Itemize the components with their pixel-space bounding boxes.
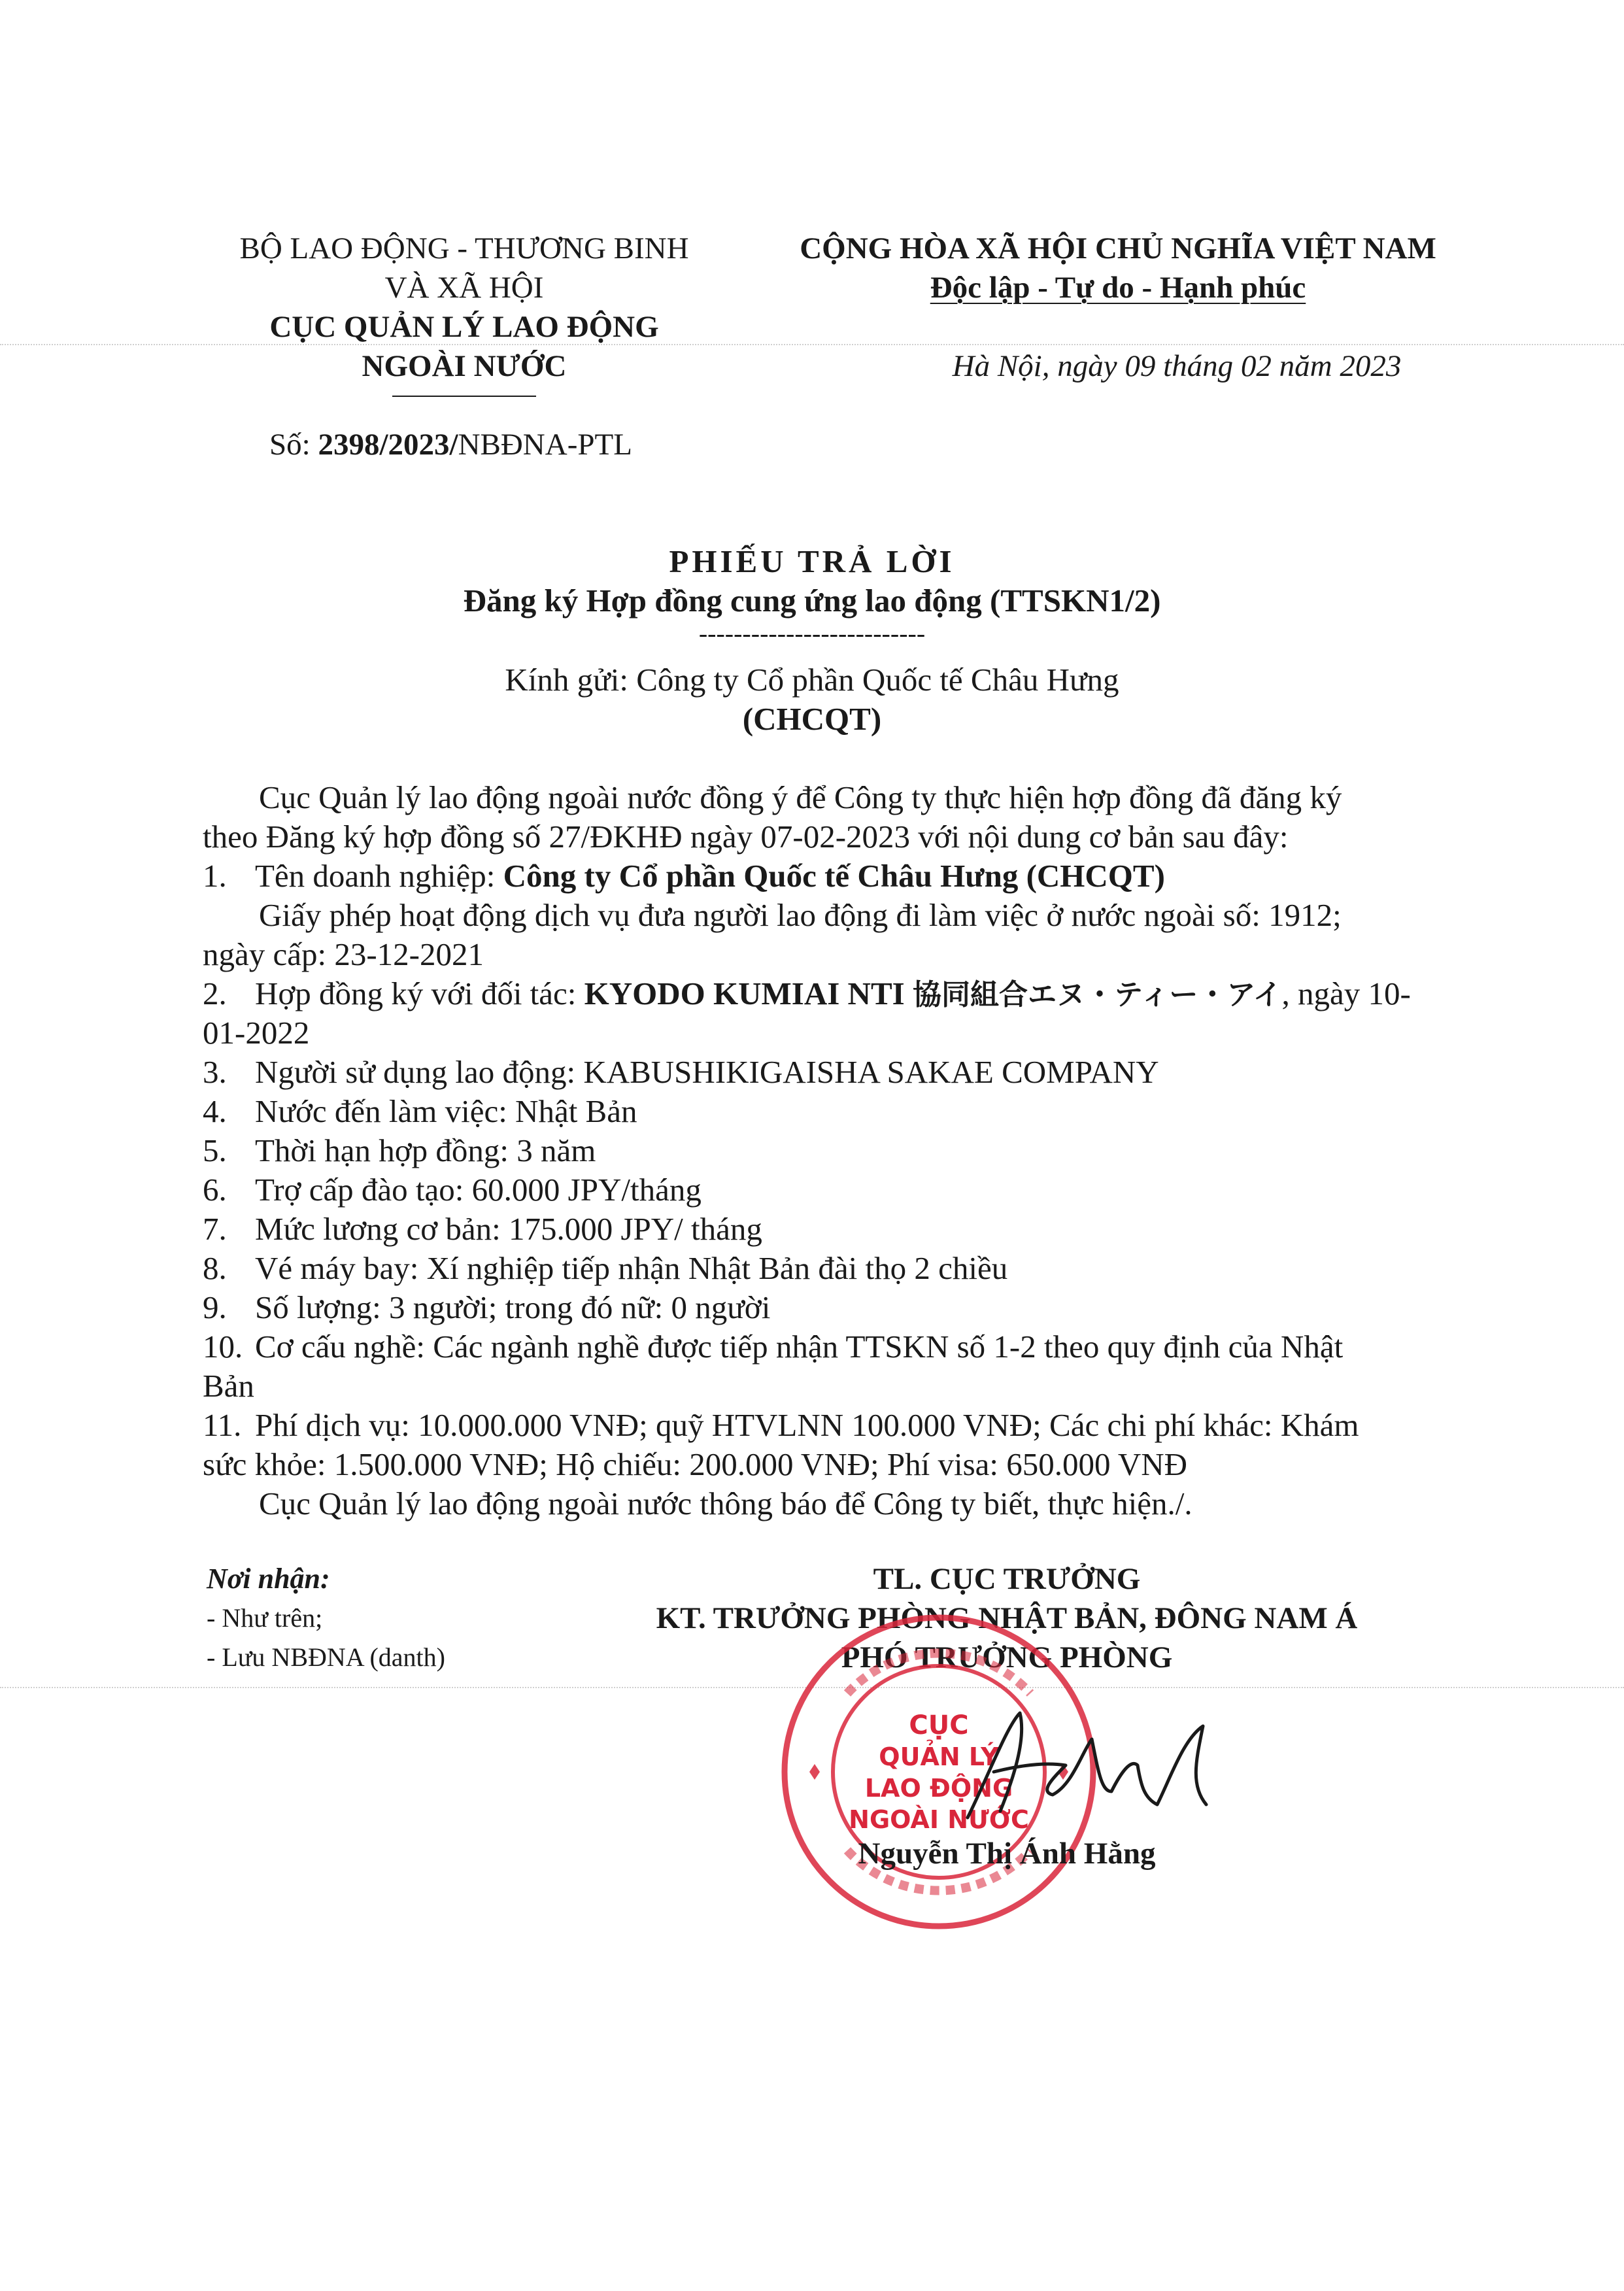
country-name: CỘNG HÒA XÃ HỘI CHỦ NGHĨA VIỆT NAM [800, 231, 1436, 265]
document-number: Số: 2398/2023/NBĐNA-PTL [269, 428, 632, 462]
handwritten-signature-icon [941, 1700, 1216, 1831]
header-left-rule [392, 396, 536, 397]
list-item-10-continued: Bản [203, 1368, 254, 1404]
list-item-3: 3. Người sử dụng lao động: KABUSHIKIGAISHA SAKAE COMPANY [203, 1054, 1159, 1090]
recipients-line1: - Như trên; [207, 1603, 323, 1633]
intro-paragraph-line2: theo Đăng ký hợp đồng số 27/ĐKHĐ ngày 07-02-2023 với nội dung cơ bản sau đây: [203, 819, 1289, 855]
svg-text:QUẢN LÝ: QUẢN LÝ [879, 1742, 999, 1771]
recipient-line: Kính gửi: Công ty Cổ phần Quốc tế Châu Hưng [505, 662, 1119, 698]
ministry-name-line1: BỘ LAO ĐỘNG - THƯƠNG BINH [239, 231, 689, 265]
list-item-11-continued: sức khỏe: 1.500.000 VNĐ; Hộ chiếu: 200.000 VNĐ; Phí visa: 650.000 VNĐ [203, 1446, 1188, 1482]
license-line1: Giấy phép hoạt động dịch vụ đưa người lao động đi làm việc ở nước ngoài số: 1912; [259, 897, 1342, 933]
signature-title-line3: PHÓ TRƯỞNG PHÒNG [841, 1640, 1173, 1674]
list-item-8: 8. Vé máy bay: Xí nghiệp tiếp nhận Nhật Bản đài thọ 2 chiều [203, 1250, 1008, 1286]
document-subtitle: Đăng ký Hợp đồng cung ứng lao động (TTSKN1/2) [463, 583, 1161, 619]
recipients-line2: - Lưu NBĐNA (danth) [207, 1642, 445, 1672]
list-item-2-continued: 01-2022 [203, 1015, 310, 1051]
list-item-6: 6. Trợ cấp đào tạo: 60.000 JPY/tháng [203, 1172, 702, 1208]
national-motto: Độc lập - Tự do - Hạnh phúc [930, 271, 1306, 305]
list-item-4: 4. Nước đến làm việc: Nhật Bản [203, 1093, 637, 1129]
list-item-2: 2. Hợp đồng ký với đối tác: KYODO KUMIAI NTI 協同組合エヌ・ティー・アイ, ngày 10- [203, 976, 1411, 1011]
list-item-10: 10. Cơ cấu nghề: Các ngành nghề được tiếp nhận TTSKN số 1-2 theo quy định của Nhật [203, 1329, 1344, 1365]
svg-text:NGOÀI NƯỚC: NGOÀI NƯỚC [849, 1805, 1029, 1834]
svg-text:LAO ĐỘNG: LAO ĐỘNG [864, 1774, 1013, 1803]
signature-title-line2: KT. TRƯỞNG PHÒNG NHẬT BẢN, ĐÔNG NAM Á [656, 1601, 1358, 1635]
list-item-7: 7. Mức lương cơ bản: 175.000 JPY/ tháng [203, 1211, 762, 1247]
department-name-line2: NGOÀI NƯỚC [362, 349, 567, 383]
department-name-line1: CỤC QUẢN LÝ LAO ĐỘNG [269, 310, 659, 344]
list-item-11: 11. Phí dịch vụ: 10.000.000 VNĐ; quỹ HTVLNN 100.000 VNĐ; Các chi phí khác: Khám [203, 1407, 1359, 1443]
title-separator: -------------------------- [698, 619, 926, 648]
recipient-abbreviation: (CHCQT) [742, 701, 882, 737]
list-item-1: 1. Tên doanh nghiệp: Công ty Cổ phần Quốc tế Châu Hưng (CHCQT) [203, 858, 1165, 894]
license-line2: ngày cấp: 23-12-2021 [203, 936, 484, 972]
signer-name: Nguyễn Thị Ánh Hằng [858, 1837, 1156, 1871]
signature-title-line1: TL. CỤC TRƯỞNG [873, 1562, 1141, 1596]
ministry-name-line2: VÀ XÃ HỘI [384, 271, 544, 305]
document-date: Hà Nội, ngày 09 tháng 02 năm 2023 [952, 349, 1402, 383]
closing-paragraph: Cục Quản lý lao động ngoài nước thông báo để Công ty biết, thực hiện./. [259, 1485, 1193, 1521]
list-item-9: 9. Số lượng: 3 người; trong đó nữ: 0 người [203, 1289, 771, 1325]
svg-text:CỤC: CỤC [909, 1710, 969, 1740]
list-item-5: 5. Thời hạn hợp đồng: 3 năm [203, 1132, 596, 1168]
recipients-heading: Nơi nhận: [207, 1563, 330, 1595]
intro-paragraph-line1: Cục Quản lý lao động ngoài nước đồng ý để Công ty thực hiện hợp đồng đã đăng ký [259, 779, 1342, 815]
document-title: PHIẾU TRẢ LỜI [669, 543, 955, 579]
